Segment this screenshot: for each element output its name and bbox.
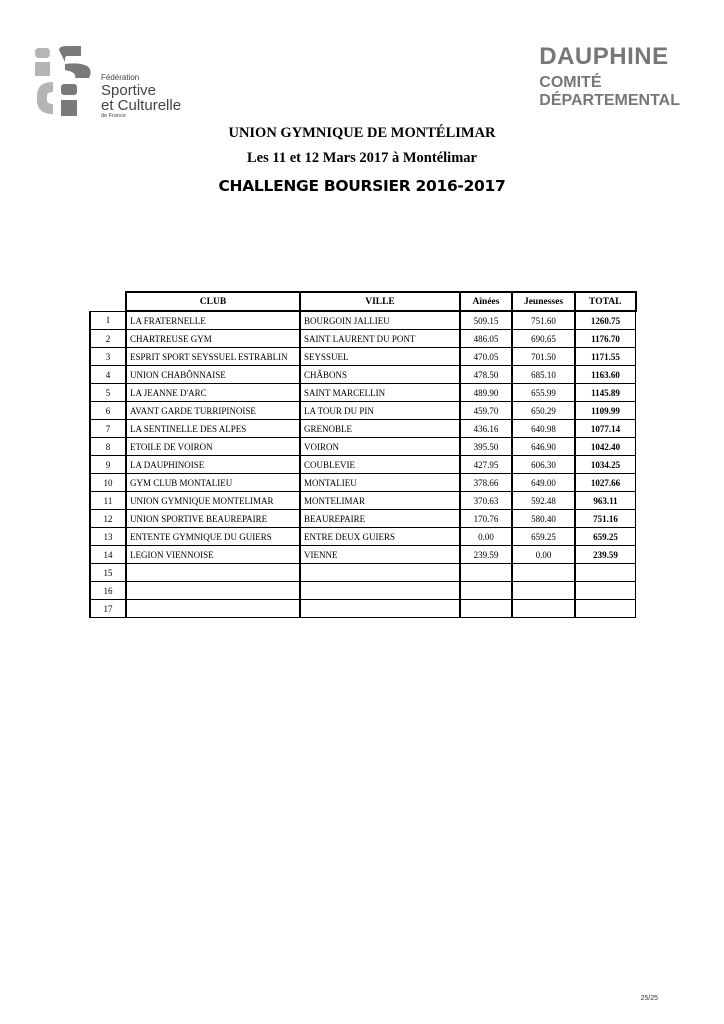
rank-cell: 2 xyxy=(90,330,126,348)
total-cell: 963.11 xyxy=(575,492,636,510)
ainees-cell xyxy=(460,564,512,582)
jeunesses-cell xyxy=(512,564,575,582)
total-cell xyxy=(575,582,636,600)
club-cell xyxy=(126,564,300,582)
page-title: UNION GYMNIQUE DE MONTÉLIMAR xyxy=(228,125,496,141)
ainees-header: Aînées xyxy=(460,292,512,311)
ville-cell: BEAUREPAIRE xyxy=(300,510,460,528)
jeunesses-cell: 650.29 xyxy=(512,402,575,420)
event-date: Les 11 et 12 Mars 2017 à Montélimar xyxy=(247,150,477,166)
ville-cell: VOIRON xyxy=(300,438,460,456)
jeunesses-cell: 580.40 xyxy=(512,510,575,528)
ville-cell: CHÂBONS xyxy=(300,366,460,384)
ville-cell: GRENOBLE xyxy=(300,420,460,438)
table-row xyxy=(90,564,636,582)
ainees-cell: 427.95 xyxy=(460,456,512,474)
rank-cell: 14 xyxy=(90,546,126,564)
ville-cell: COUBLEVIE xyxy=(300,456,460,474)
total-cell: 1077.14 xyxy=(575,420,636,438)
ainees-cell xyxy=(460,600,512,618)
total-cell: 1034.25 xyxy=(575,456,636,474)
club-cell: ESPRIT SPORT SEYSSUEL ESTRABLIN xyxy=(126,348,300,366)
rank-cell: 13 xyxy=(90,528,126,546)
total-cell: 659.25 xyxy=(575,528,636,546)
club-cell: LA SENTINELLE DES ALPES xyxy=(126,420,300,438)
jeunesses-cell: 685.10 xyxy=(512,366,575,384)
jeunesses-cell: 646.90 xyxy=(512,438,575,456)
departemental-label: DÉPARTEMENTAL xyxy=(539,92,680,109)
club-cell: AVANT GARDE TURRIPINOISE xyxy=(126,402,300,420)
club-cell: ENTENTE GYMNIQUE DU GUIERS xyxy=(126,528,300,546)
ainees-cell: 436.16 xyxy=(460,420,512,438)
table-row xyxy=(90,420,636,438)
rank-cell: 16 xyxy=(90,582,126,600)
table-row xyxy=(90,348,636,366)
jeunesses-cell: 655.99 xyxy=(512,384,575,402)
total-cell: 1171.55 xyxy=(575,348,636,366)
total-cell: 1109.99 xyxy=(575,402,636,420)
jeunesses-cell xyxy=(512,582,575,600)
logo-line-sportive: Sportive xyxy=(101,82,157,99)
ainees-cell: 0.00 xyxy=(460,528,512,546)
ainees-cell: 486.05 xyxy=(460,330,512,348)
ville-cell: MONTALIEU xyxy=(300,474,460,492)
jeunesses-header: Jeunesses xyxy=(512,292,575,311)
total-cell: 1176.70 xyxy=(575,330,636,348)
table-row xyxy=(90,384,636,402)
club-cell: UNION SPORTIVE BEAUREPAIRE xyxy=(126,510,300,528)
table-row xyxy=(90,582,636,600)
jeunesses-cell: 0.00 xyxy=(512,546,575,564)
ainees-cell: 478.50 xyxy=(460,366,512,384)
total-cell: 751.16 xyxy=(575,510,636,528)
total-header: TOTAL xyxy=(575,292,636,311)
ville-cell xyxy=(300,564,460,582)
ville-header: VILLE xyxy=(300,292,460,311)
club-cell: UNION CHABÔNNAISE xyxy=(126,366,300,384)
ainees-cell: 239.59 xyxy=(460,546,512,564)
challenge-title: CHALLENGE BOURSIER 2016-2017 xyxy=(218,177,506,195)
ville-cell: LA TOUR DU PIN xyxy=(300,402,460,420)
ainees-cell: 378.66 xyxy=(460,474,512,492)
fscf-logo xyxy=(33,44,213,122)
club-cell xyxy=(126,600,300,618)
rank-cell: 10 xyxy=(90,474,126,492)
ville-cell: VIENNE xyxy=(300,546,460,564)
table-row xyxy=(90,366,636,384)
dauphine-name: DAUPHINE xyxy=(539,43,669,70)
club-header: CLUB xyxy=(126,292,300,311)
total-cell: 1260.75 xyxy=(575,311,636,330)
total-cell xyxy=(575,564,636,582)
ainees-cell xyxy=(460,582,512,600)
total-cell: 239.59 xyxy=(575,546,636,564)
club-cell: LEGION VIENNOISE xyxy=(126,546,300,564)
table-row xyxy=(90,528,636,546)
jeunesses-cell: 701.50 xyxy=(512,348,575,366)
ainees-cell: 459.70 xyxy=(460,402,512,420)
fscf-logo-text xyxy=(101,74,181,120)
rank-cell: 17 xyxy=(90,600,126,618)
ville-cell: MONTELIMAR xyxy=(300,492,460,510)
club-cell xyxy=(126,582,300,600)
club-cell: LA DAUPHINOISE xyxy=(126,456,300,474)
ainees-cell: 395.50 xyxy=(460,438,512,456)
table-row xyxy=(90,438,636,456)
rank-cell: 8 xyxy=(90,438,126,456)
rank-header xyxy=(90,292,126,311)
rank-cell: 1 xyxy=(90,311,126,330)
club-cell: UNION GYMNIQUE MONTELIMAR xyxy=(126,492,300,510)
table-row xyxy=(90,330,636,348)
dauphine-logo xyxy=(539,44,680,110)
table-row xyxy=(90,456,636,474)
ville-cell: BOURGOIN JALLIEU xyxy=(300,311,460,330)
ville-cell: SAINT LAURENT DU PONT xyxy=(300,330,460,348)
club-cell: LA FRATERNELLE xyxy=(126,311,300,330)
jeunesses-cell: 690.65 xyxy=(512,330,575,348)
table-row xyxy=(90,492,636,510)
total-cell: 1042.40 xyxy=(575,438,636,456)
jeunesses-cell: 751.60 xyxy=(512,311,575,330)
ainees-cell: 370.63 xyxy=(460,492,512,510)
rank-cell: 12 xyxy=(90,510,126,528)
total-cell: 1027.66 xyxy=(575,474,636,492)
jeunesses-cell: 640.98 xyxy=(512,420,575,438)
results-table xyxy=(89,291,637,618)
table-row xyxy=(90,600,636,618)
rank-cell: 9 xyxy=(90,456,126,474)
table-header-row xyxy=(90,292,636,311)
ainees-cell: 489.90 xyxy=(460,384,512,402)
rank-cell: 11 xyxy=(90,492,126,510)
table-row xyxy=(90,510,636,528)
ville-cell: SAINT MARCELLIN xyxy=(300,384,460,402)
logo-line-france: de France xyxy=(101,113,126,119)
table-row xyxy=(90,546,636,564)
club-cell: CHARTREUSE GYM xyxy=(126,330,300,348)
rank-cell: 4 xyxy=(90,366,126,384)
jeunesses-cell: 659.25 xyxy=(512,528,575,546)
table-row xyxy=(90,311,636,330)
total-cell: 1145.89 xyxy=(575,384,636,402)
club-cell: GYM CLUB MONTALIEU xyxy=(126,474,300,492)
ainees-cell: 509.15 xyxy=(460,311,512,330)
jeunesses-cell: 592.48 xyxy=(512,492,575,510)
fscf-logo-icon xyxy=(33,44,97,120)
club-cell: LA JEANNE D'ARC xyxy=(126,384,300,402)
total-cell: 1163.60 xyxy=(575,366,636,384)
total-cell xyxy=(575,600,636,618)
logo-line-federation: Fédération xyxy=(101,73,140,82)
ville-cell: SEYSSUEL xyxy=(300,348,460,366)
page-number: 25/25 xyxy=(640,995,658,1002)
ville-cell xyxy=(300,582,460,600)
rank-cell: 6 xyxy=(90,402,126,420)
rank-cell: 3 xyxy=(90,348,126,366)
rank-cell: 15 xyxy=(90,564,126,582)
jeunesses-cell xyxy=(512,600,575,618)
jeunesses-cell: 649.00 xyxy=(512,474,575,492)
ville-cell xyxy=(300,600,460,618)
club-cell: ETOILE DE VOIRON xyxy=(126,438,300,456)
logo-line-culturelle: et Culturelle xyxy=(101,97,182,114)
rank-cell: 5 xyxy=(90,384,126,402)
ainees-cell: 470.05 xyxy=(460,348,512,366)
comite-label: COMITÉ xyxy=(539,74,602,91)
jeunesses-cell: 606.30 xyxy=(512,456,575,474)
ville-cell: ENTRE DEUX GUIERS xyxy=(300,528,460,546)
ainees-cell: 170.76 xyxy=(460,510,512,528)
table-row xyxy=(90,402,636,420)
table-row xyxy=(90,474,636,492)
rank-cell: 7 xyxy=(90,420,126,438)
